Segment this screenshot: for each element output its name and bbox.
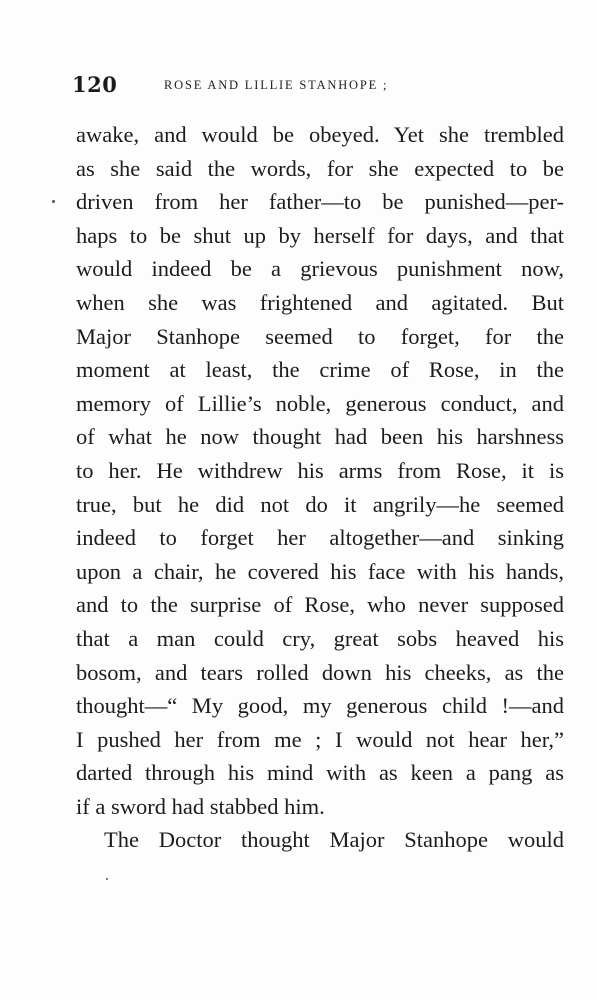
running-head: ROSE AND LILLIE STANHOPE ; — [164, 78, 389, 92]
text-line: driven from her father—to be punished—per- — [76, 189, 564, 215]
paper-speck — [106, 878, 108, 880]
text-line: upon a chair, he covered his face with his hands, — [76, 558, 564, 584]
text-line: true, but he did not do it angrily—he seemed — [76, 491, 564, 517]
text-line: bosom, and tears rolled down his cheeks, as the — [76, 659, 564, 685]
text-line: that a man could cry, great sobs heaved his — [76, 625, 564, 651]
text-line: of what he now thought had been his harshness — [76, 424, 564, 450]
text-line: Major Stanhope seemed to forget, for the — [76, 323, 564, 349]
paragraph — [76, 823, 564, 857]
text-line: I pushed her from me ; I would not hear her,” — [76, 726, 564, 752]
text-line: awake, and would be obeyed. Yet she trembled — [76, 122, 564, 147]
text-line: thought—“ My good, my generous child !—and — [76, 693, 564, 719]
text-line: The Doctor thought Major Stanhope would — [104, 827, 564, 853]
text-line: darted through his mind with as keen a pang as — [76, 760, 564, 786]
text-line: if a sword had stabbed him. — [76, 793, 325, 819]
text-line: moment at least, the crime of Rose, in the — [76, 357, 564, 383]
paper-speck — [52, 200, 55, 203]
text-line: would indeed be a grievous punishment now, — [76, 256, 564, 282]
text-line: and to the surprise of Rose, who never supposed — [76, 592, 564, 618]
text-line: to her. He withdrew his arms from Rose, it is — [76, 457, 564, 483]
text-line: memory of Lillie’s noble, generous conduct, and — [76, 390, 564, 416]
page-header — [72, 72, 572, 100]
text-line: indeed to forget her altogether—and sinking — [76, 525, 564, 551]
text-line: when she was frightened and agitated. But — [76, 289, 564, 315]
text-line: as she said the words, for she expected to be — [76, 155, 564, 181]
page-number: 120 — [72, 72, 118, 97]
body-text — [76, 118, 564, 857]
text-line: haps to be shut up by herself for days, and that — [76, 222, 564, 248]
paragraph — [76, 118, 564, 823]
